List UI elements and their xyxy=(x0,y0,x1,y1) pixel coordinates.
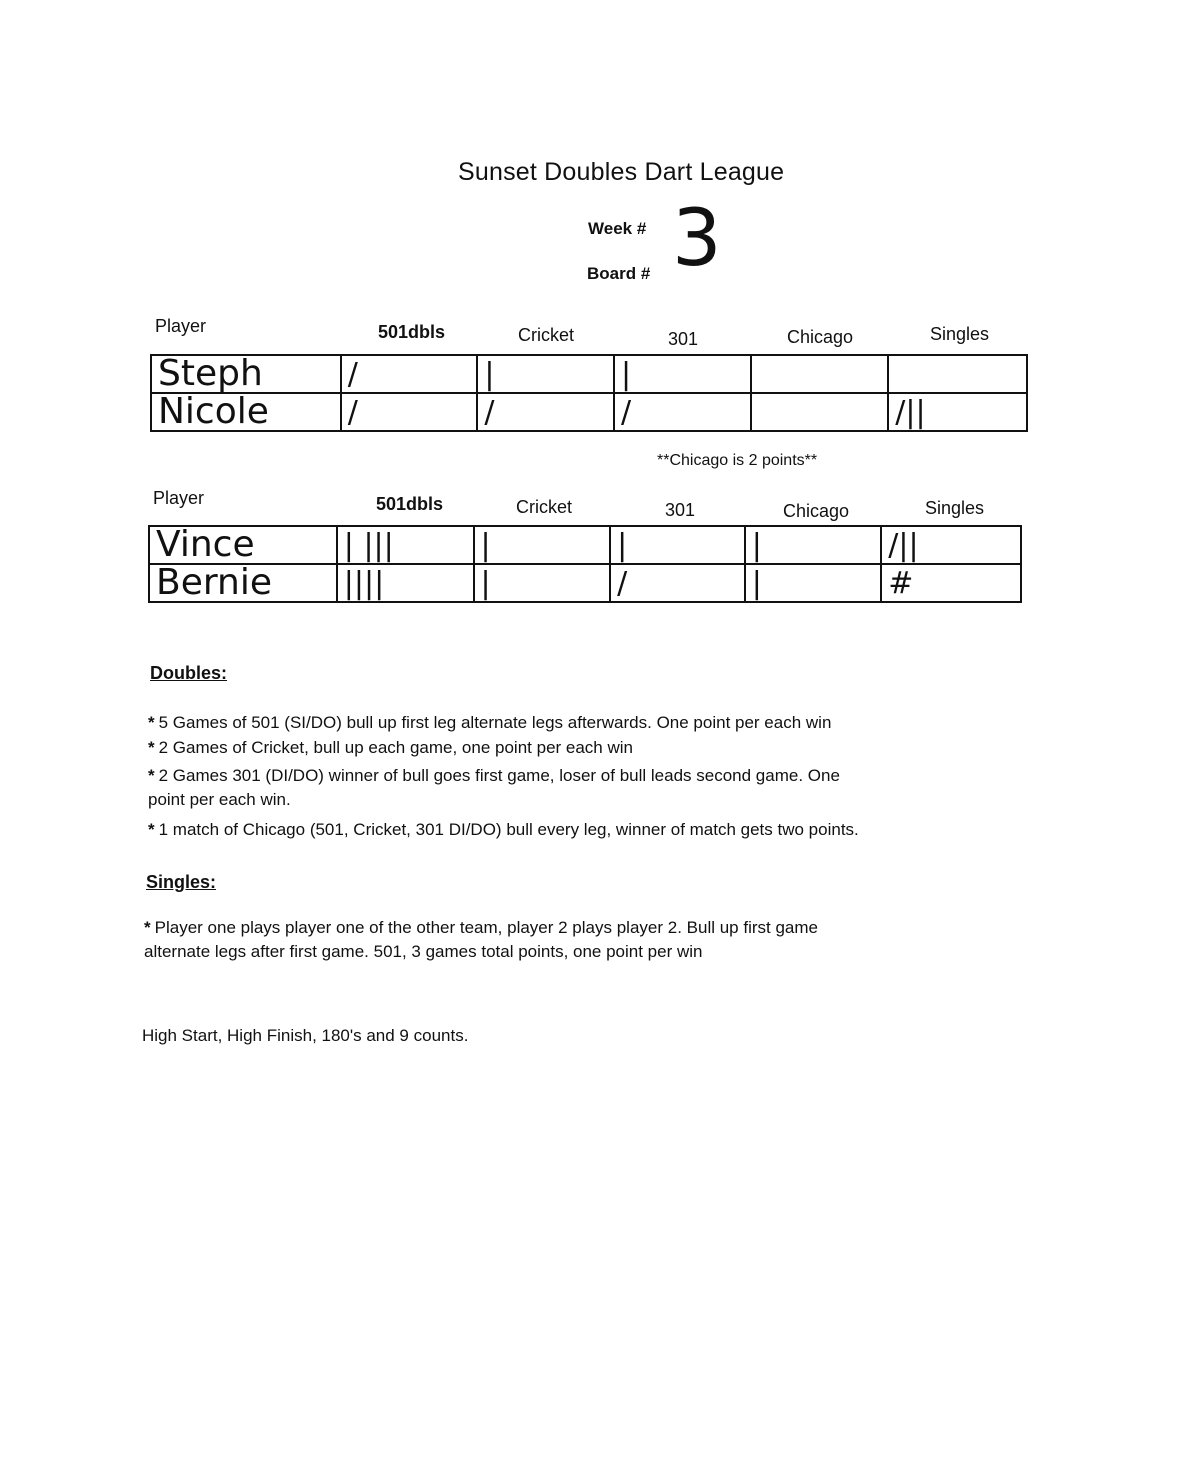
score-cricket: | xyxy=(474,564,611,602)
list-item xyxy=(148,711,868,735)
col-chicago-2: Chicago xyxy=(783,501,850,521)
chicago-note: **Chicago is 2 points** xyxy=(657,452,818,469)
score-501dbls: / xyxy=(341,355,478,393)
score-501dbls: |||| xyxy=(337,564,474,602)
table-row xyxy=(151,393,1027,431)
player-name: Vince xyxy=(149,526,337,564)
bullet-marker: * xyxy=(148,738,155,757)
col-chicago-1: Chicago xyxy=(787,327,854,347)
table-row xyxy=(149,526,1021,564)
score-301: / xyxy=(610,564,745,602)
list-item xyxy=(148,818,888,842)
col-player-1: Player xyxy=(155,316,207,336)
score-singles: /|| xyxy=(888,393,1027,431)
table-row xyxy=(149,564,1021,602)
score-singles: /|| xyxy=(881,526,1021,564)
col-301-1: 301 xyxy=(668,329,699,349)
bullet-marker: * xyxy=(148,766,155,785)
footer-note: High Start, High Finish, 180's and 9 counts. xyxy=(142,1026,469,1045)
score-cricket: | xyxy=(477,355,614,393)
col-501dbls-1: 501dbls xyxy=(378,322,446,342)
week-value: 3 xyxy=(672,194,722,284)
score-chicago: | xyxy=(745,564,882,602)
col-cricket-2: Cricket xyxy=(516,497,573,517)
col-singles-2: Singles xyxy=(925,498,985,518)
rule-text: 2 Games of Cricket, bull up each game, one point per each win xyxy=(158,738,633,757)
score-301: | xyxy=(610,526,745,564)
page-title: Sunset Doubles Dart League xyxy=(458,158,785,186)
col-singles-1: Singles xyxy=(930,324,990,344)
score-301: / xyxy=(614,393,751,431)
board-label: Board # xyxy=(587,264,651,283)
rule-text: 5 Games of 501 (SI/DO) bull up first leg alternate legs afterwards. One point per each win xyxy=(158,713,832,732)
score-chicago xyxy=(751,393,889,431)
bullet-marker: * xyxy=(148,713,155,732)
rule-text: Player one plays player one of the other team, player 2 plays player 2. Bull up first game alternate legs after first game. 501, 3 games total points, one point per win xyxy=(144,918,818,961)
rule-text: 1 match of Chicago (501, Cricket, 301 DI/DO) bull every leg, winner of match gets two points. xyxy=(158,820,859,839)
team1-score-table xyxy=(150,354,1028,432)
score-chicago: | xyxy=(745,526,882,564)
singles-heading: Singles: xyxy=(146,872,217,892)
col-cricket-1: Cricket xyxy=(518,325,575,345)
doubles-heading: Doubles: xyxy=(150,663,228,683)
week-label: Week # xyxy=(588,219,647,238)
team2-score-table xyxy=(148,525,1022,603)
bullet-marker: * xyxy=(144,918,151,937)
player-name: Bernie xyxy=(149,564,337,602)
score-301: | xyxy=(614,355,751,393)
list-item xyxy=(144,916,834,964)
score-501dbls: / xyxy=(341,393,478,431)
col-player-2: Player xyxy=(153,488,205,508)
score-501dbls: | ||| xyxy=(337,526,474,564)
col-301-2: 301 xyxy=(665,500,696,520)
list-item xyxy=(148,764,848,812)
rule-text: 2 Games 301 (DI/DO) winner of bull goes first game, loser of bull leads second game. One point per each win. xyxy=(148,766,840,809)
score-chicago xyxy=(751,355,889,393)
col-501dbls-2: 501dbls xyxy=(376,494,444,514)
table-row xyxy=(151,355,1027,393)
score-cricket: | xyxy=(474,526,611,564)
player-name: Nicole xyxy=(151,393,341,431)
score-singles: # xyxy=(881,564,1021,602)
list-item xyxy=(148,736,868,760)
player-name: Steph xyxy=(151,355,341,393)
score-singles xyxy=(888,355,1027,393)
score-cricket: / xyxy=(477,393,614,431)
bullet-marker: * xyxy=(148,820,155,839)
